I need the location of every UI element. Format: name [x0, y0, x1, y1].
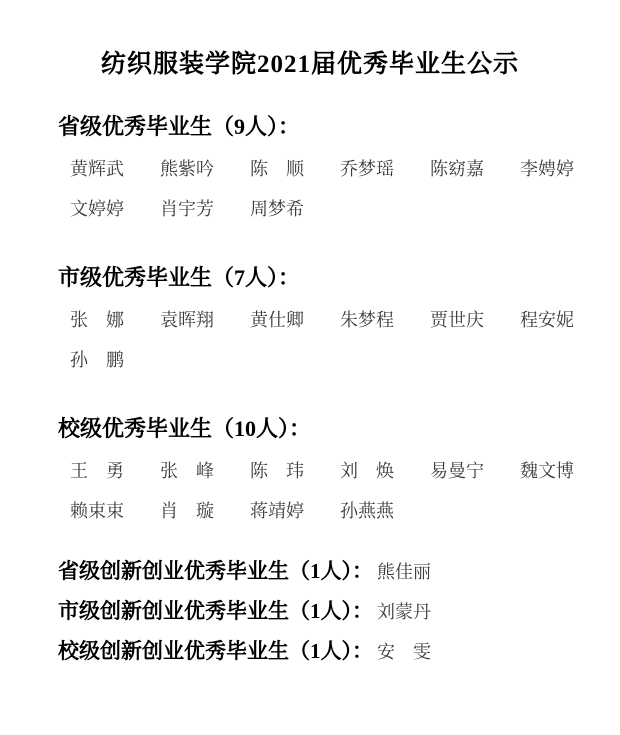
section-heading: 省级优秀毕业生（9人）： — [58, 114, 301, 139]
graduate-name: 王 勇 — [70, 461, 124, 481]
name-list — [70, 457, 574, 523]
graduate-name: 乔梦瑶 — [340, 159, 394, 179]
page-title: 纺织服装学院2021届优秀毕业生公示 — [100, 51, 519, 78]
name-row — [70, 195, 564, 221]
inline-award-name: 刘蒙丹 — [377, 602, 431, 622]
graduate-name: 肖宇芳 — [160, 199, 214, 219]
graduate-name: 魏文博 — [520, 461, 574, 481]
inline-award-municipal-innovation — [58, 595, 564, 625]
inline-award-label: 市级创新创业优秀毕业生（1人）： — [58, 599, 373, 623]
graduate-name: 蒋靖婷 — [250, 501, 304, 521]
graduate-name: 熊紫吟 — [160, 159, 214, 179]
graduate-name: 黄辉武 — [70, 159, 124, 179]
spacer — [56, 537, 564, 555]
spacer — [56, 386, 564, 412]
graduate-name: 黄仕卿 — [250, 310, 304, 330]
graduate-name: 陈窈嘉 — [430, 159, 484, 179]
graduate-name: 刘 焕 — [340, 461, 394, 481]
graduate-name: 陈 顺 — [250, 159, 304, 179]
inline-award-name: 安 雯 — [377, 642, 431, 662]
name-row — [70, 155, 574, 181]
section-school-outstanding-graduates — [56, 412, 574, 523]
name-row — [70, 306, 574, 332]
graduate-name: 张 娜 — [70, 310, 124, 330]
spacer — [56, 235, 564, 261]
graduate-name: 孙 鹏 — [70, 350, 124, 370]
section-municipal-outstanding-graduates — [56, 261, 574, 372]
graduate-name: 易曼宁 — [430, 461, 484, 481]
inline-award-school-innovation — [58, 635, 564, 665]
inline-award-name: 熊佳丽 — [377, 562, 431, 582]
name-row — [70, 346, 564, 372]
graduate-name: 袁晖翔 — [160, 310, 214, 330]
graduate-name: 周梦希 — [250, 199, 304, 219]
graduate-name: 赖束束 — [70, 501, 124, 521]
graduate-name: 肖 璇 — [160, 501, 214, 521]
graduate-name: 贾世庆 — [430, 310, 484, 330]
inline-award-label: 校级创新创业优秀毕业生（1人）： — [58, 639, 373, 663]
graduate-name: 孙燕燕 — [340, 501, 394, 521]
section-provincial-outstanding-graduates — [56, 110, 574, 221]
name-list — [70, 306, 574, 372]
name-list — [70, 155, 574, 221]
graduate-name: 张 峰 — [160, 461, 214, 481]
section-heading: 校级优秀毕业生（10人）： — [58, 416, 312, 441]
name-row — [70, 497, 564, 523]
graduate-name: 程安妮 — [520, 310, 574, 330]
graduate-name: 朱梦程 — [340, 310, 394, 330]
graduate-name: 文婷婷 — [70, 199, 124, 219]
inline-award-label: 省级创新创业优秀毕业生（1人）： — [58, 559, 373, 583]
inline-award-provincial-innovation — [58, 555, 564, 585]
graduate-name: 李娉婷 — [520, 159, 574, 179]
name-row — [70, 457, 574, 483]
section-heading: 市级优秀毕业生（7人）： — [58, 265, 301, 290]
graduate-name: 陈 玮 — [250, 461, 304, 481]
